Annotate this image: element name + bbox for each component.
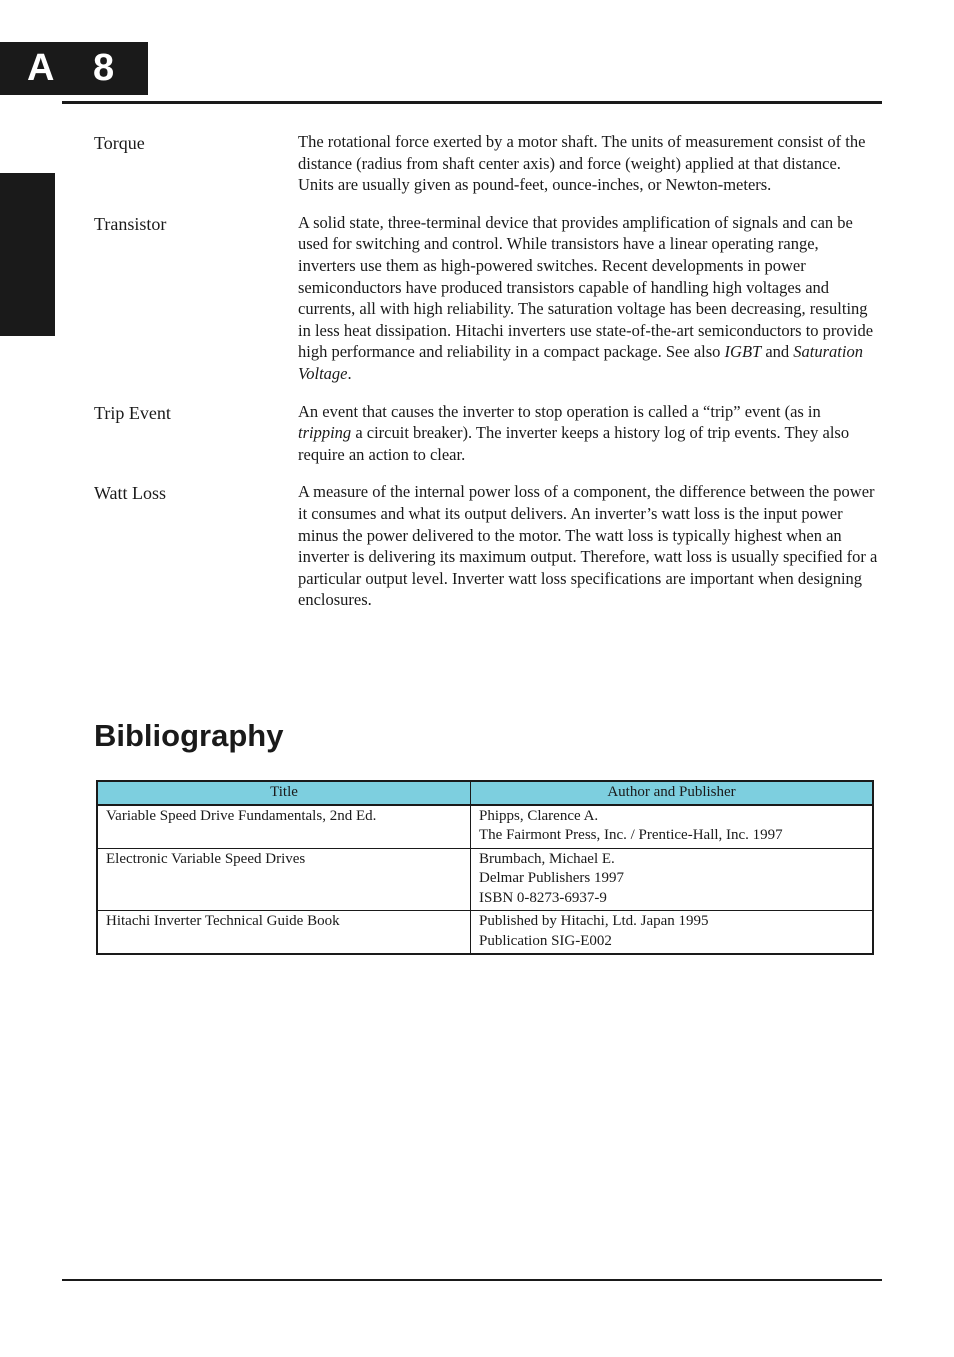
bibliography-table xyxy=(96,780,874,955)
table-row xyxy=(97,911,873,955)
table-header-row xyxy=(97,781,873,805)
publication-line: Publication SIG-E002 xyxy=(479,932,612,949)
publisher-line: The Fairmont Press, Inc. / Prentice-Hall, Inc. 1997 xyxy=(479,827,783,843)
book-title: Electronic Variable Speed Drives xyxy=(97,848,471,911)
emphasis-tripping: tripping xyxy=(298,423,352,443)
publisher-line: Published by Hitachi, Ltd. Japan 1995 xyxy=(479,913,709,929)
glossary-definition: The rotational force exerted by a motor shaft. The units of measurement consist of the distance (radius from shaft center axis) and force (weight) applied at that distance. Units are usually given as pound-feet, ounce-inches, or Newton-meters. xyxy=(298,132,866,195)
glossary-term: Torque xyxy=(94,133,145,153)
column-header-title: Title xyxy=(97,781,471,805)
page-number: 8 xyxy=(93,47,115,89)
book-title: Variable Speed Drive Fundamentals, 2nd Ed. xyxy=(97,805,471,849)
definition-text-after: a circuit breaker). The inverter keeps a history log of trip events. They also require an action to clear. xyxy=(298,423,850,464)
book-title: Hitachi Inverter Technical Guide Book xyxy=(97,911,471,955)
appendix-side-tab xyxy=(0,173,55,471)
author-publisher xyxy=(471,805,874,849)
glossary-term: Watt Loss xyxy=(94,483,167,504)
column-header-author: Author and Publisher xyxy=(471,781,874,805)
header-rule xyxy=(62,101,882,104)
cross-reference-saturation-voltage: Saturation Voltage xyxy=(298,342,863,383)
glossary-definition: A measure of the internal power loss of a component, the difference between the power it consumes and what its output delivers. An inverter’s watt loss is the input power minus the power delivered to the motor. The watt loss is typically highest when an inverter is delivering its maximum output. Therefore, watt loss is usually specified for a particular output level. Inverter watt loss specifications are important when designing enclosures. xyxy=(298,482,878,610)
appendix-side-label: Appendix A xyxy=(14,405,29,471)
bibliography-heading: Bibliography xyxy=(94,718,284,753)
glossary-term: Trip Event xyxy=(94,402,171,423)
glossary-definition xyxy=(298,212,878,385)
cross-reference-igbt: IGBT xyxy=(724,342,762,362)
glossary-entry-watt-loss xyxy=(94,481,884,611)
isbn-line: ISBN 0-8273-6937-9 xyxy=(479,889,607,906)
glossary-term: Transistor xyxy=(94,213,167,234)
definition-text: A solid state, three-terminal device that provides amplification of signals and can be used for switching and control. While transistors have a linear operating range, inverters use them as high-powered switches. Recent developments in power semiconductors have produced transistors capable of handling high voltages and currents, all with high reliability. The saturation voltage has been decreasing, resulting in less heat dissipation. Hitachi inverters use state-of-the-art semiconductors to provide high performance and reliability in a compact package. See also xyxy=(298,212,874,362)
glossary-entry-torque xyxy=(94,131,884,196)
definition-text: An event that causes the inverter to stop operation is called a “trip” event (as in xyxy=(298,401,821,421)
footer-rule xyxy=(62,1279,882,1281)
publisher-line: Delmar Publishers 1997 xyxy=(479,870,624,886)
author-publisher xyxy=(471,848,874,911)
glossary-list xyxy=(94,131,884,627)
definition-end: . xyxy=(347,363,352,383)
glossary-entry-transistor xyxy=(94,212,884,385)
author-line: Brumbach, Michael E. xyxy=(479,850,615,867)
table-row xyxy=(97,848,873,911)
glossary-entry-trip-event xyxy=(94,401,884,466)
author-publisher xyxy=(471,911,874,955)
page-number-tab xyxy=(0,42,148,95)
glossary-definition xyxy=(298,401,878,466)
table-row xyxy=(97,805,873,849)
appendix-letter: A xyxy=(27,47,55,89)
author-line: Phipps, Clarence A. xyxy=(479,807,599,824)
definition-joiner: and xyxy=(761,342,794,362)
